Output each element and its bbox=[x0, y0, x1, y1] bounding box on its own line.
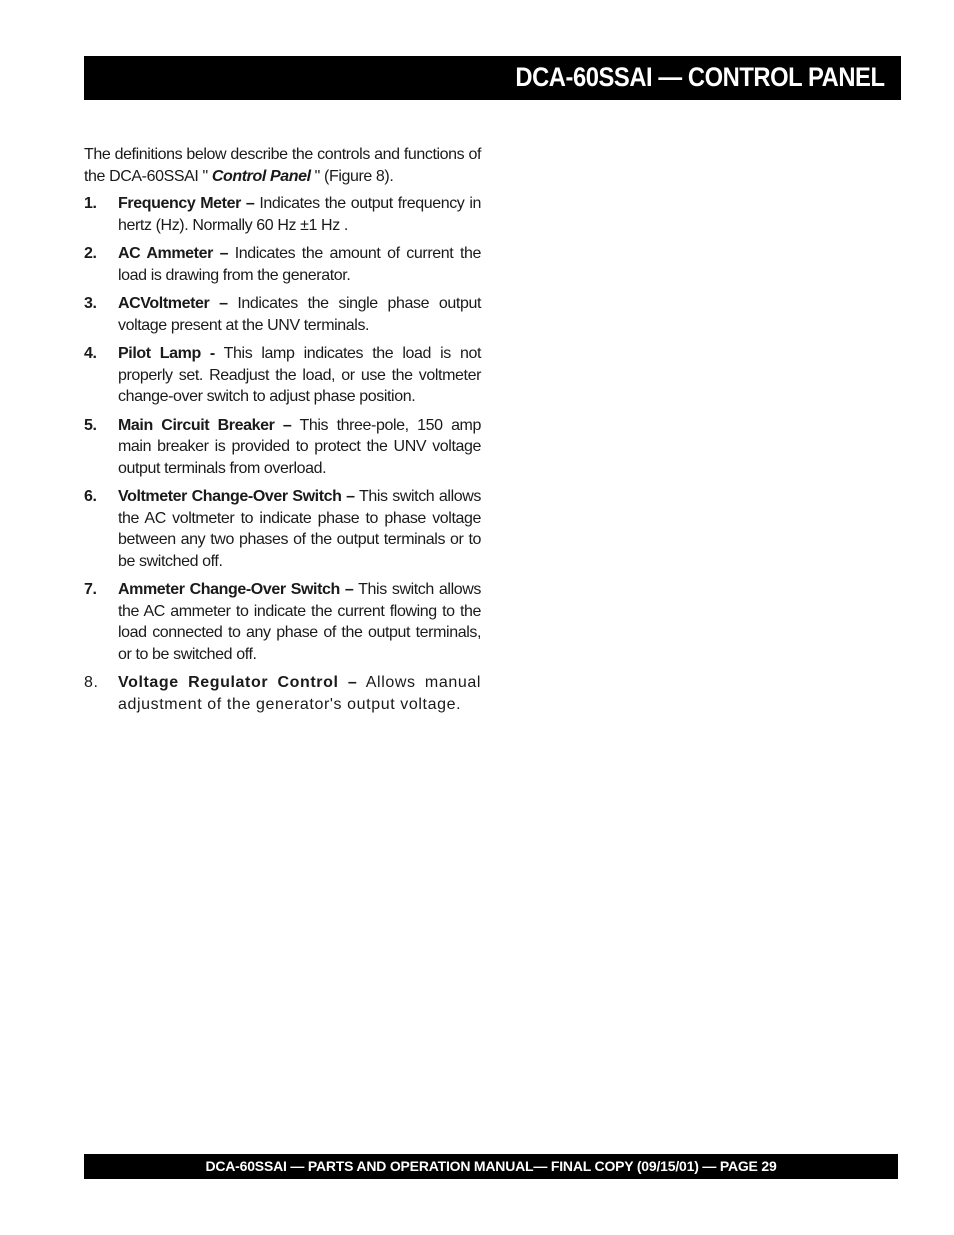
item-term: Ammeter Change-Over Switch – bbox=[118, 581, 354, 598]
item-number: 5. bbox=[84, 416, 97, 434]
page-title: DCA-60SSAI — CONTROL PANEL bbox=[515, 62, 885, 92]
list-item bbox=[84, 415, 481, 480]
item-description: This lamp indicates the load is not properly set. Readjust the load, or use the voltmeter change-over switch to adjust phase position. bbox=[118, 345, 481, 405]
page-header-bar bbox=[84, 56, 901, 100]
item-description: Allows manual adjustment of the generator's output voltage. bbox=[118, 674, 481, 713]
list-item bbox=[84, 579, 481, 665]
item-number: 7. bbox=[84, 581, 97, 598]
document-body bbox=[84, 144, 481, 722]
item-term: ACVoltmeter – bbox=[118, 295, 228, 312]
item-term: Voltmeter Change-Over Switch – bbox=[118, 488, 355, 505]
item-description: Indicates the amount of current the load is drawing from the generator. bbox=[118, 245, 481, 284]
intro-text-before: The definitions below describe the controls and functions of the DCA-60SSAI " bbox=[84, 146, 481, 185]
item-description: This switch allows the AC voltmeter to indicate phase to phase voltage between any two phases of the output terminals or to be switched off. bbox=[118, 488, 481, 570]
item-number: 4. bbox=[84, 345, 97, 362]
item-number: 2. bbox=[84, 245, 97, 262]
list-item bbox=[84, 672, 481, 715]
item-description: This three-pole, 150 amp main breaker is provided to protect the UNV voltage output terminals from overload. bbox=[118, 416, 481, 477]
item-term: Pilot Lamp - bbox=[118, 345, 215, 362]
intro-paragraph bbox=[84, 144, 481, 187]
footer-text: DCA-60SSAI — PARTS AND OPERATION MANUAL— FINAL COPY (09/15/01) — PAGE 29 bbox=[205, 1158, 777, 1174]
item-description: Indicates the single phase output voltage present at the UNV terminals. bbox=[118, 295, 481, 334]
item-number: 6. bbox=[84, 488, 97, 505]
item-term: Main Circuit Breaker – bbox=[118, 416, 292, 434]
item-term: Voltage Regulator Control – bbox=[118, 674, 358, 691]
item-number: 3. bbox=[84, 295, 97, 312]
item-number: 8. bbox=[84, 674, 99, 691]
list-item bbox=[84, 293, 481, 336]
page-footer-bar bbox=[84, 1154, 898, 1179]
item-description: This switch allows the AC ammeter to indicate the current flowing to the load connected to any phase of the output terminals, or to be switched off. bbox=[118, 581, 481, 663]
list-item bbox=[84, 486, 481, 572]
list-item bbox=[84, 343, 481, 408]
list-item bbox=[84, 243, 481, 286]
item-description: Indicates the output frequency in hertz (Hz). Normally 60 Hz ±1 Hz . bbox=[118, 195, 481, 234]
item-term: Frequency Meter – bbox=[118, 195, 255, 212]
intro-emphasis: Control Panel bbox=[211, 167, 311, 185]
item-number: 1. bbox=[84, 195, 97, 212]
item-term: AC Ammeter – bbox=[118, 245, 229, 262]
list-item bbox=[84, 193, 481, 236]
intro-text-after: " (Figure 8). bbox=[310, 167, 394, 185]
